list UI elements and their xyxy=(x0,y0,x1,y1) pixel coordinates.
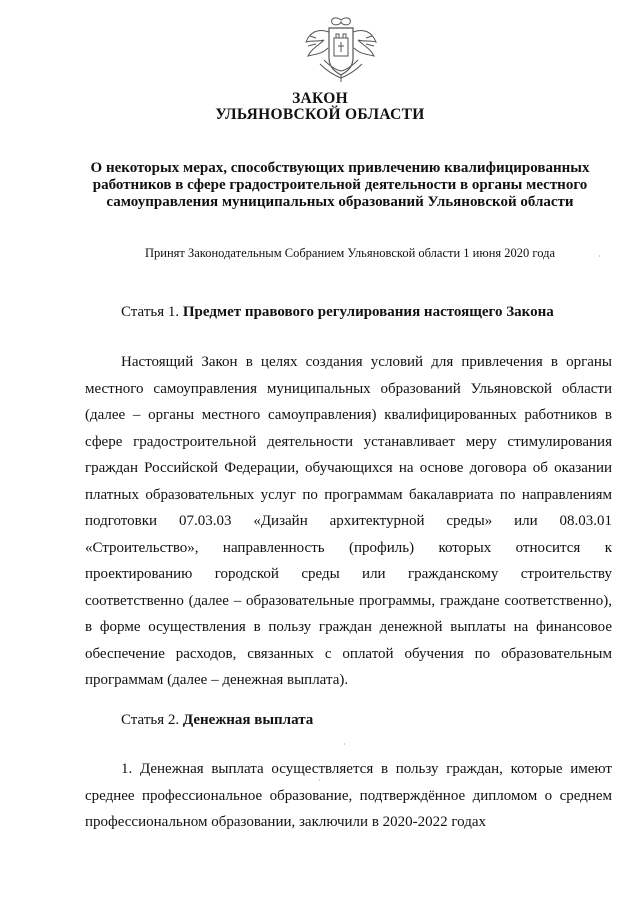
scan-speck: · xyxy=(598,252,601,261)
scan-speck: · xyxy=(343,740,346,749)
coat-of-arms-emblem xyxy=(296,14,386,84)
law-subject-title: О некоторых мерах, способствующих привлечению квалифицированных работников в сфере градостроительной деятельности в органы местного самоуправления муниципальных образований Ульяновской области xyxy=(90,160,590,210)
adoption-note: Принят Законодательным Собранием Ульяновской области 1 июня 2020 года xyxy=(145,246,555,260)
article-2-prefix: Статья 2. xyxy=(121,712,180,728)
region-title: УЛЬЯНОВСКОЙ ОБЛАСТИ xyxy=(215,106,425,123)
article-2-text: 1. Денежная выплата осуществляется в пользу граждан, которые имеют среднее профессиональное образование, подтверждённое дипломом о среднем профессиональном образовании, заключили в 2020-2022 годах xyxy=(85,761,612,830)
scan-speck: · xyxy=(318,776,321,785)
document-type-title: ЗАКОН xyxy=(292,90,348,107)
article-2-heading xyxy=(121,712,313,729)
article-2-title: Денежная выплата xyxy=(182,712,314,728)
article-1-title: Предмет правового регулирования настоящего Закона xyxy=(182,304,554,320)
article-1-text: Настоящий Закон в целях создания условий для привлечения в органы местного самоуправления муниципальных образований Ульяновской области (далее – органы местного самоуправления) квалифицированных работников в сфере градостроительной деятельности устанавливает меру стимулирования граждан Российской Федерации, обучающихся на основе договора об оказании платных образовательных услуг по программам бакалавриата по направлениям подготовки 07.03.03 «Дизайн архитектурной среды» или 08.03.01 «Строительство», направленность (профиль) которых относится к проектированию городской среды или гражданскому строительству соответственно (далее – образовательные программы, граждане соответственно), в форме осуществления в пользу граждан денежной выплаты на финансовое обеспечение расходов, связанных с оплатой обучения по образовательным программам (далее – денежная выплата). xyxy=(85,354,612,688)
article-1-heading xyxy=(121,304,554,321)
article-1-prefix: Статья 1. xyxy=(121,304,180,320)
